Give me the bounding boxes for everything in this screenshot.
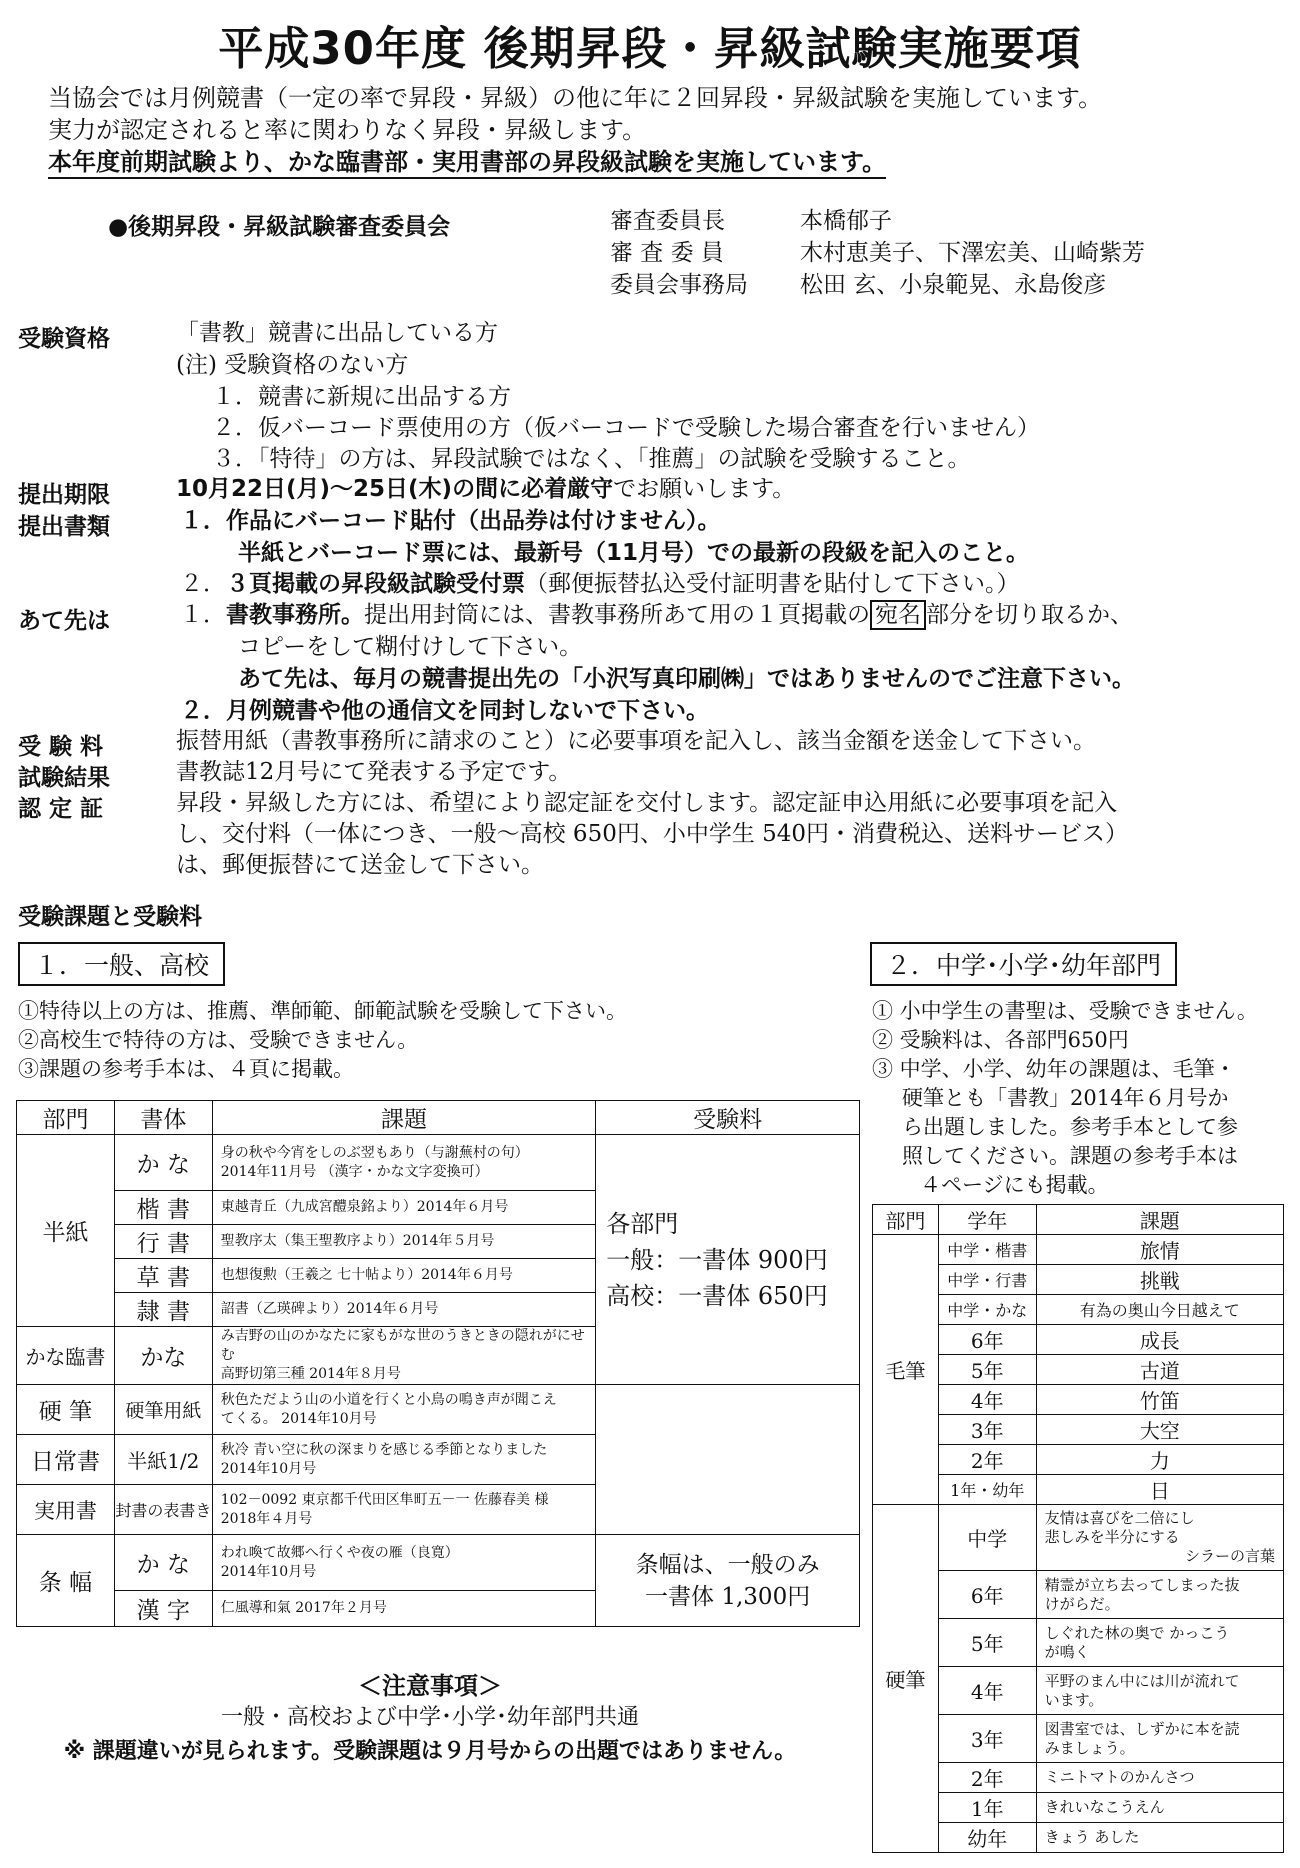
- grade-cell: 中学・かな: [938, 1295, 1036, 1325]
- sec2-note: ら出題しました。参考手本として参: [902, 1115, 1238, 1139]
- dept-nichijo: 日常書: [17, 1435, 115, 1485]
- subject-cell: 大空: [1036, 1415, 1283, 1445]
- result-text: 書教誌12月号にて発表する予定です。: [176, 759, 572, 785]
- subject-line: います。: [1044, 1690, 1104, 1709]
- qual-text: (注) 受験資格のない方: [176, 352, 409, 378]
- fee-text: 一般：一書体 900円: [606, 1245, 828, 1274]
- committee-role: 委員会事務局: [610, 272, 748, 298]
- fee-text: 各部門: [606, 1209, 679, 1238]
- style-cell: 漢 字: [114, 1591, 212, 1627]
- subject-issue: 2018年４月号: [220, 1510, 313, 1527]
- style-cell: 楷 書: [114, 1191, 212, 1225]
- subject-text: 身の秋や今宵をしのぶ翌もあり（与謝蕪村の句）: [220, 1144, 529, 1161]
- grade-cell: 2年: [938, 1445, 1036, 1475]
- grade-cell: 3年: [938, 1715, 1036, 1763]
- grade-cell: 3年: [938, 1415, 1036, 1445]
- subject-cell: 日: [1036, 1475, 1283, 1505]
- fee-label: 受 験 料: [18, 734, 104, 760]
- subject-cell: [212, 1327, 596, 1385]
- subject-issue: 2014年10月号: [220, 1563, 317, 1580]
- subject-text: われ喚て故郷へ行くや夜の雁（良寛）: [220, 1544, 459, 1561]
- subject-cell: [212, 1135, 596, 1191]
- grade-cell: 5年: [938, 1619, 1036, 1667]
- subject-cell: 古道: [1036, 1355, 1283, 1385]
- addr-bold: 書教事務所。: [226, 602, 364, 628]
- subject-cell: 挑戦: [1036, 1265, 1283, 1295]
- table-junior: [872, 1204, 1284, 1853]
- addr-label: あて先は: [18, 608, 110, 634]
- sec1-note: ③課題の参考手本は、４頁に掲載。: [18, 1057, 354, 1081]
- docs-text: １．作品にバーコード貼付（出品券は付けません）。: [180, 508, 721, 534]
- fee-cell: [596, 1135, 860, 1385]
- sec2-note: ③ 中学、小学、幼年の課題は、毛筆・: [872, 1057, 1236, 1081]
- grade-cell: 中学・行書: [938, 1265, 1036, 1295]
- section1-title: １．一般、高校: [18, 942, 225, 986]
- subject-line: けがらだ。: [1044, 1594, 1120, 1613]
- dept-hanshi: 半紙: [17, 1135, 115, 1327]
- sec1-note: ②高校生で特待の方は、受験できません。: [18, 1028, 419, 1052]
- subject-text: 102－0092 東京都千代田区隼町五－一 佐藤春美 様: [220, 1491, 549, 1508]
- qual-label: 受験資格: [18, 326, 110, 352]
- subject-line: みましょう。: [1044, 1738, 1135, 1757]
- dept-kohitsu: 硬 筆: [17, 1385, 115, 1435]
- subject-cell: 竹笛: [1036, 1385, 1283, 1415]
- fee-empty: [596, 1385, 860, 1535]
- subject-cell: [212, 1385, 596, 1435]
- th-dept: 部門: [873, 1205, 939, 1235]
- deadline-text: [176, 474, 795, 504]
- subject-cell: 東越青丘（九成宮醴泉銘より）2014年６月号: [212, 1191, 596, 1225]
- fee-text: 条幅は、一般のみ: [635, 1551, 820, 1578]
- cert-text: し、交付料（一体につき、一般～高校 650円、小中学生 540円・消費税込、送料サービス）: [176, 821, 1129, 847]
- style-cell: か な: [114, 1535, 212, 1591]
- subject-cell: 旅情: [1036, 1235, 1283, 1265]
- grade-cell: 5年: [938, 1355, 1036, 1385]
- subject-line: 図書室では、しずかに本を読: [1044, 1719, 1240, 1738]
- subject-line: 精霊が立ち去ってしまった抜: [1044, 1575, 1240, 1594]
- dept-jofuku: 条 幅: [17, 1535, 115, 1627]
- style-cell: か な: [114, 1135, 212, 1191]
- dept-jitsuyo: 実用書: [17, 1485, 115, 1535]
- sec2-note: ② 受験料は、各部門650円: [872, 1028, 1129, 1052]
- deadline-date: 10月22日(月)～25日(木)の間に必着厳守: [176, 476, 614, 502]
- subject-cell: [212, 1535, 596, 1591]
- sec2-note: ４ページにも掲載。: [920, 1173, 1109, 1197]
- intro-line-3: 本年度前期試験より、かな臨書部・実用書部の昇段級試験を実施しています。: [48, 142, 886, 179]
- grade-cell: 幼年: [938, 1823, 1036, 1853]
- subject-line: が鳴く: [1044, 1642, 1090, 1661]
- th-grade: 学年: [938, 1205, 1036, 1235]
- qual-text: 「書教」競書に出品している方: [176, 320, 498, 346]
- fee-text: 一書体 1,300円: [645, 1583, 811, 1610]
- page-title: 平成30年度 後期昇段・昇級試験実施要項: [218, 22, 1082, 75]
- addr-text: ２．月例競書や他の通信文を同封しないで下さい。: [180, 698, 709, 724]
- docs-text: [180, 569, 1020, 599]
- sec2-note: 硬筆とも「書教」2014年６月号か: [902, 1086, 1229, 1110]
- subject-cell: [212, 1485, 596, 1535]
- dept-kohitsu: 硬筆: [873, 1505, 939, 1853]
- subject-issue: 2014年11月号 （漢字・かな文字変換可）: [220, 1163, 489, 1180]
- subject-text: み吉野の山のかなたに家もがな世のうきときの隠れがにせむ: [220, 1328, 585, 1363]
- cert-label: 認 定 証: [18, 796, 104, 822]
- docs-num: ２．: [180, 571, 226, 597]
- section2-title: ２．中学･小学･幼年部門: [870, 942, 1177, 986]
- table-general: [16, 1100, 860, 1627]
- grade-cell: 中学: [938, 1505, 1036, 1571]
- cert-text: は、郵便振替にて送金して下さい。: [176, 852, 544, 878]
- addr-text: あて先は、毎月の競書提出先の「小沢写真印刷㈱」ではありませんのでご注意下さい。: [238, 666, 1135, 692]
- committee-members: 本橋郁子: [800, 208, 892, 234]
- notice-title: ＜注意事項＞: [358, 1672, 502, 1700]
- dept-kanarin: かな臨書: [17, 1327, 115, 1385]
- subject-cell: 詔書（乙瑛碑より）2014年６月号: [212, 1293, 596, 1327]
- subject-cell: 成長: [1036, 1325, 1283, 1355]
- subject-text: 秋冷 青い空に秋の深まりを感じる季節となりました: [220, 1441, 548, 1458]
- subject-line: きれいなこうえん: [1044, 1798, 1165, 1816]
- deadline-rest: でお願いします。: [613, 476, 796, 502]
- subject-cell: [1036, 1505, 1283, 1571]
- th-dept: 部門: [17, 1101, 115, 1135]
- grade-cell: 6年: [938, 1571, 1036, 1619]
- intro-line-2: 実力が認定されると率に関わりなく昇段・昇級します。: [48, 116, 647, 144]
- grade-cell: 4年: [938, 1667, 1036, 1715]
- docs-label: 提出書類: [18, 514, 110, 540]
- subject-issue: 2014年10月号: [220, 1460, 317, 1477]
- th-subject: 課題: [1036, 1205, 1283, 1235]
- subject-cell: 仁風導和氣 2017年２月号: [212, 1591, 596, 1627]
- addr-rest: 提出用封筒には、書教事務所あて用の１頁掲載の: [364, 602, 870, 628]
- qual-text: ３．「特待」の方は、昇段試験ではなく、「推薦」の試験を受験すること。: [212, 446, 971, 472]
- notice-line: ※ 課題違いが見られます。受験課題は９月号からの出題ではありません。: [63, 1739, 797, 1764]
- qual-text: ２．仮バーコード票使用の方（仮バーコードで受験した場合審査を行いません）: [212, 415, 1040, 441]
- docs-bold: ３頁掲載の昇段級試験受付票: [226, 571, 525, 597]
- sec2-note: ① 小中学生の書聖は、受験できません。: [872, 999, 1258, 1023]
- grade-cell: 2年: [938, 1763, 1036, 1793]
- sec2-note: 照してください。課題の参考手本は: [902, 1144, 1238, 1168]
- subject-cell: [1036, 1715, 1283, 1763]
- grade-cell: 中学・楷書: [938, 1235, 1036, 1265]
- subject-cell: [1036, 1763, 1283, 1793]
- subject-cell: [1036, 1571, 1283, 1619]
- subjects-heading: 受験課題と受験料: [18, 904, 202, 930]
- addr-box: 宛名: [870, 600, 926, 630]
- committee-members: 木村恵美子、下澤宏美、山崎紫芳: [800, 240, 1145, 266]
- subject-line: きょう あした: [1044, 1828, 1140, 1846]
- subject-line: 平野のまん中には川が流れて: [1044, 1671, 1240, 1690]
- qual-text: １．競書に新規に出品する方: [212, 384, 511, 410]
- deadline-label: 提出期限: [18, 482, 110, 508]
- subject-cell: 力: [1036, 1445, 1283, 1475]
- grade-cell: 1年・幼年: [938, 1475, 1036, 1505]
- subject-cell: [1036, 1793, 1283, 1823]
- dept-mohitsu: 毛筆: [873, 1235, 939, 1505]
- committee-role: 審 査 委 員: [610, 240, 724, 266]
- subject-cell: 有為の奥山今日越えて: [1036, 1295, 1283, 1325]
- th-fee: 受験料: [596, 1101, 860, 1135]
- fee-text: 高校：一書体 650円: [606, 1281, 828, 1310]
- docs-text: 半紙とバーコード票には、最新号（11月号）での最新の段級を記入のこと。: [238, 540, 1030, 566]
- subject-line: 悲しみを半分にする: [1044, 1528, 1180, 1546]
- subject-line: 友情は喜びを二倍にし: [1044, 1509, 1195, 1527]
- subject-cell: 聖教序太（集王聖教序より）2014年５月号: [212, 1225, 596, 1259]
- th-subject: 課題: [212, 1101, 596, 1135]
- style-cell: 半紙1/2: [114, 1435, 212, 1485]
- result-label: 試験結果: [18, 765, 110, 791]
- style-cell: 草 書: [114, 1259, 212, 1293]
- style-cell: 隷 書: [114, 1293, 212, 1327]
- subject-cell: 也想復勲（王羲之 七十帖より）2014年６月号: [212, 1259, 596, 1293]
- grade-cell: 1年: [938, 1793, 1036, 1823]
- addr-rest2: 部分を切り取るか、: [926, 602, 1133, 628]
- sec1-note: ①特待以上の方は、推薦、準師範、師範試験を受験して下さい。: [18, 999, 627, 1023]
- subject-cell: [1036, 1823, 1283, 1853]
- committee-heading: ●後期昇段・昇級試験審査委員会: [108, 214, 451, 240]
- th-style: 書体: [114, 1101, 212, 1135]
- subject-issue: てくる。 2014年10月号: [220, 1410, 377, 1427]
- grade-cell: 6年: [938, 1325, 1036, 1355]
- cert-text: 昇段・昇級した方には、希望により認定証を交付します。認定証申込用紙に必要事項を記入: [176, 790, 1118, 816]
- docs-rest: （郵便振替払込受付証明書を貼付して下さい。）: [525, 571, 1020, 597]
- subject-cell: [212, 1435, 596, 1485]
- fee-cell-jofuku: [596, 1535, 860, 1627]
- subject-line: しぐれた林の奥で かっこう: [1044, 1623, 1230, 1642]
- addr-num: １．: [180, 602, 226, 628]
- grade-cell: 4年: [938, 1385, 1036, 1415]
- subject-cell: [1036, 1619, 1283, 1667]
- committee-members: 松田 玄、小泉範晃、永島俊彦: [800, 272, 1107, 298]
- style-cell: 封書の表書き: [114, 1485, 212, 1535]
- style-cell: 硬筆用紙: [114, 1385, 212, 1435]
- addr-text: [180, 600, 1133, 630]
- style-cell: 行 書: [114, 1225, 212, 1259]
- subject-line: ミニトマトのかんさつ: [1044, 1768, 1195, 1786]
- subject-issue: 高野切第三種 2014年８月号: [220, 1366, 401, 1382]
- subject-cell: [1036, 1667, 1283, 1715]
- fee-text: 振替用紙（書教事務所に請求のこと）に必要事項を記入し、該当金額を送金して下さい。: [176, 728, 1096, 754]
- style-cell: かな: [114, 1327, 212, 1385]
- committee-role: 審査委員長: [610, 208, 725, 234]
- notice-line: 一般・高校および中学･小学･幼年部門共通: [220, 1705, 639, 1730]
- intro-line-1: 当協会では月例競書（一定の率で昇段・昇級）の他に年に２回昇段・昇級試験を実施しています。: [48, 84, 1103, 112]
- subject-line: シラーの言葉: [1184, 1547, 1275, 1565]
- subject-text: 秋色ただよう山の小道を行くと小鳥の鳴き声が聞こえ: [220, 1391, 557, 1408]
- addr-text: コピーをして糊付けして下さい。: [238, 634, 583, 660]
